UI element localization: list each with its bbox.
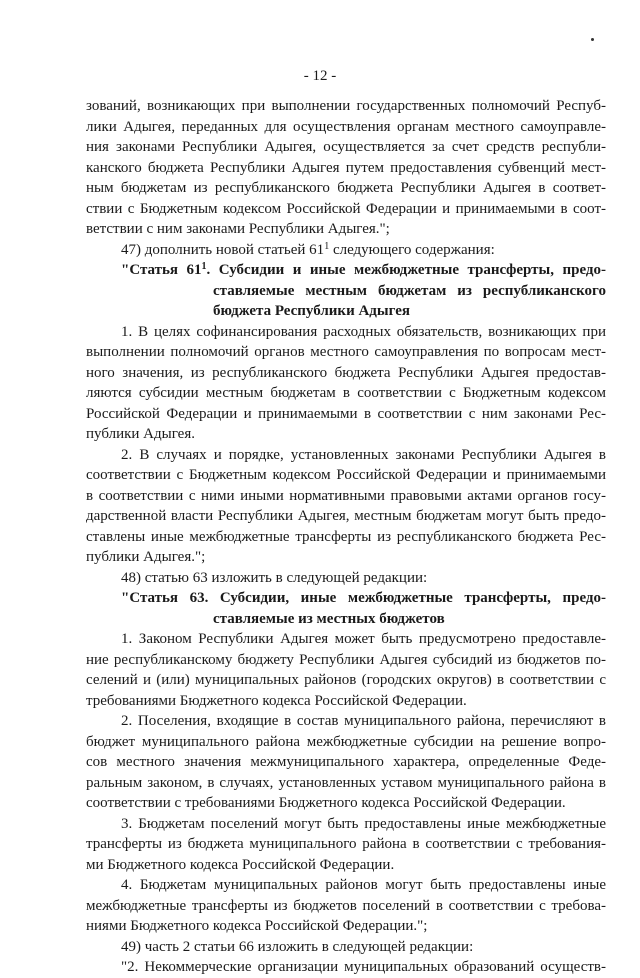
text-line: бюджет муниципального района межбюджетные субсидии на решение вопро- (86, 733, 606, 750)
text-line: зований, возникающих при выполнении государственных полномочий Респуб- (86, 98, 606, 114)
speck-mark (591, 38, 594, 41)
text-line: межбюджетные трансферты из бюджетов поселений в соответствии с требова- (86, 897, 606, 914)
text-line: соответствии с Бюджетным кодексом Российской Федерации и принимаемыми (86, 467, 606, 483)
text-line: 1. В целях софинансирования расходных обязательств, возникающих при (121, 323, 606, 340)
text-line: публики Адыгея. (86, 426, 195, 442)
text-line: ляются субсидии местным бюджетам в соответствии с Бюджетным кодексом (86, 385, 606, 401)
text-line: "Статья 63. Субсидии, иные межбюджетные трансферты, предо- (121, 590, 606, 606)
text-line: 4. Бюджетам муниципальных районов могут быть предоставлены иные (121, 877, 606, 893)
text-line: ние республиканскому бюджету Республики Адыгея субсидий из бюджетов по- (86, 651, 606, 668)
text-line: сов местного значения межмуниципального характера, определенные Феде- (86, 754, 606, 770)
text-line: ного значения, из республиканского бюджета Республики Адыгея предостав- (86, 364, 606, 381)
text-line: трансферты из бюджета муниципального района в соответствии с требования- (86, 836, 606, 852)
text-line: выполнении полномочий органов местного самоуправления по вопросам мест- (86, 344, 606, 360)
document-body (86, 96, 606, 978)
text-line: ставлены иные межбюджетные трансферты из республиканского бюджета Рес- (86, 528, 606, 545)
text-line: 47) дополнить новой статьей $61^1$ следующего содержания: (121, 240, 495, 258)
text-line: ставляемые из местных бюджетов (213, 610, 445, 627)
text-line: публики Адыгея."; (86, 549, 206, 565)
text-line: ставляемые местным бюджетам из республиканского (213, 282, 606, 299)
text-line: "Статья $61^1$. Субсидии и иные межбюджетные трансферты, предо- (121, 261, 606, 278)
text-line: 2. Поселения, входящие в состав муниципального района, перечисляют в (121, 713, 606, 729)
text-line: ветствии с ним законами Республики Адыгея."; (86, 221, 390, 237)
text-line: ниями Бюджетного кодекса Российской Федерации."; (86, 918, 428, 934)
text-line: "2. Некоммерческие организации муниципальных образований осуществ- (121, 959, 606, 975)
text-line: селений и (или) муниципальных районов (городских округов) в соответствии с (86, 672, 606, 688)
text-line: в соответствии с ними иными нормативными правовыми актами органов госу- (86, 487, 606, 504)
text-line: лики Адыгея, переданных для осуществления органам местного самоуправле- (86, 118, 606, 135)
text-line: 49) часть 2 статьи 66 изложить в следующей редакции: (121, 938, 474, 955)
text-line: 3. Бюджетам поселений могут быть предоставлены иные межбюджетные (121, 815, 606, 832)
text-line: ния законами Республики Адыгея, осуществляется за счет средств республи- (86, 139, 606, 155)
text-line: требованиями Бюджетного кодекса Российской Федерации. (86, 692, 467, 709)
text-line: 48) статью 63 изложить в следующей редакции: (121, 569, 428, 586)
text-line: ральным законом, в случаях, установленных уставом муниципального района в (86, 774, 606, 791)
text-line: ми Бюджетного кодекса Российской Федерации. (86, 856, 395, 873)
page-number: - 12 - (303, 68, 337, 84)
text-line: ным бюджетам из республиканского бюджета Республики Адыгея в соответ- (86, 180, 606, 196)
text-line: канского бюджета Республики Адыгея путем предоставления субвенций мест- (86, 159, 606, 176)
text-line: ствии с Бюджетным кодексом Российской Федерации и принимаемыми в соот- (86, 200, 606, 217)
text-line: дарственной власти Республики Адыгея, местным бюджетам могут быть предо- (86, 508, 606, 524)
text-line: 1. Законом Республики Адыгея может быть предусмотрено предоставле- (121, 631, 606, 647)
text-line: Российской Федерации и принимаемыми в соответствии с ним законами Рес- (86, 405, 606, 422)
text-line: 2. В случаях и порядке, установленных законами Республики Адыгея в (121, 446, 606, 463)
text-line: бюджета Республики Адыгея (213, 303, 410, 319)
text-line: соответствии с требованиями Бюджетного кодекса Российской Федерации. (86, 795, 566, 811)
